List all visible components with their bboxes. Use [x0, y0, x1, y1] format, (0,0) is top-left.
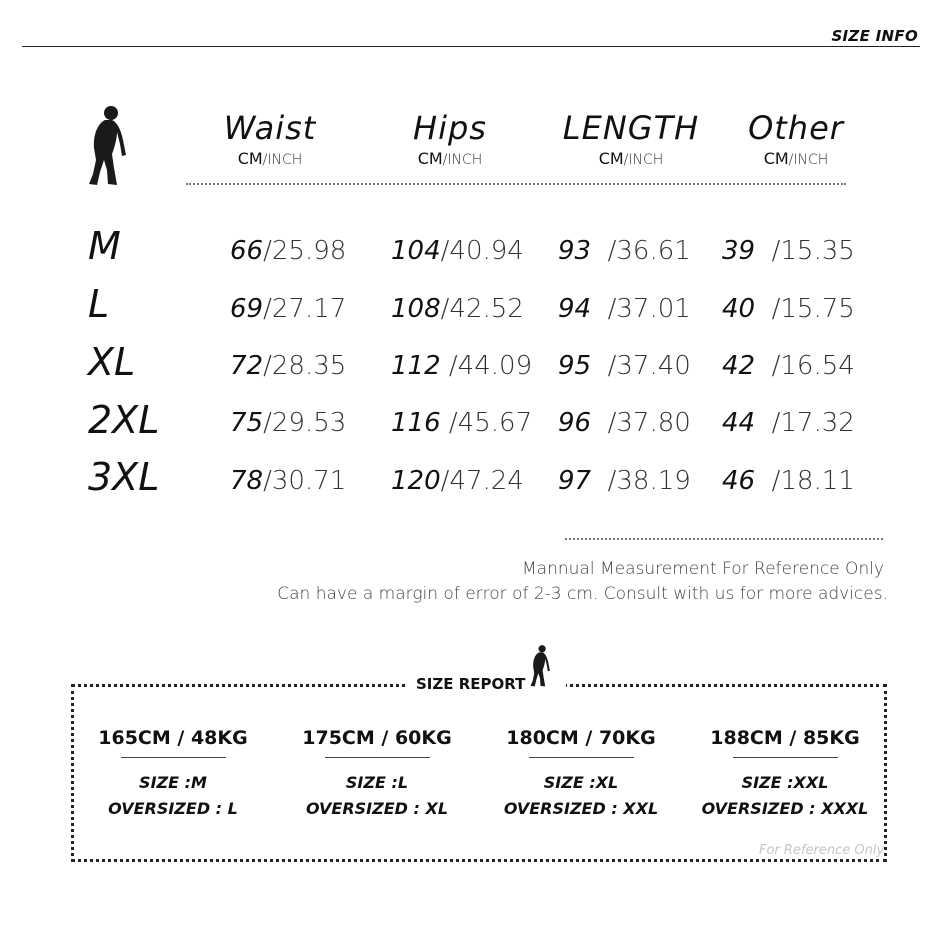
- height-weight: 165CM / 48KG: [98, 727, 248, 749]
- person-silhouette-icon: [528, 642, 552, 694]
- value-inch: 15.75: [780, 294, 855, 324]
- measurement-note: Mannual Measurement For Reference Only: [522, 559, 884, 579]
- value-inch: 47.24: [449, 466, 524, 496]
- value-cm: 93: [558, 236, 592, 266]
- value-cm: 95: [558, 351, 592, 381]
- unit-cm: CM: [237, 149, 263, 168]
- unit-separator: /: [262, 152, 268, 168]
- recommended-size: SIZE :M: [139, 773, 207, 792]
- value-cm: 96: [558, 408, 592, 438]
- value-inch: 37.01: [616, 294, 691, 324]
- oversized-size: OVERSIZED : XXL: [503, 799, 659, 818]
- value-cm: 46: [722, 466, 756, 496]
- height-weight: 175CM / 60KG: [302, 727, 452, 749]
- column-title: Waist: [223, 109, 317, 147]
- table-cell-hips: 112 /44.09: [391, 351, 533, 381]
- value-cm: 44: [722, 408, 756, 438]
- value-inch: 38.19: [616, 466, 691, 496]
- value-cm: 104: [391, 236, 441, 266]
- value-inch: 28.35: [271, 351, 347, 381]
- header-divider: [22, 46, 920, 47]
- column-unit: [553, 150, 709, 169]
- table-cell-other: 44 /17.32: [722, 408, 855, 438]
- page-title: SIZE INFO: [831, 27, 918, 45]
- table-cell-hips: 108/42.52: [391, 294, 524, 324]
- report-title: SIZE REPORT: [416, 675, 526, 693]
- unit-cm: CM: [417, 149, 443, 168]
- header-dotted-divider: [186, 183, 846, 185]
- value-inch: 42.52: [449, 294, 524, 324]
- unit-inch: INCH: [267, 152, 303, 168]
- unit-inch: INCH: [793, 152, 829, 168]
- report-entry: [93, 727, 253, 819]
- value-inch: 37.80: [616, 408, 691, 438]
- table-cell-other: 42 /16.54: [722, 351, 855, 381]
- unit-separator: /: [442, 152, 448, 168]
- size-label-l: L: [88, 282, 110, 326]
- value-inch: 45.67: [457, 408, 533, 438]
- oversized-size: OVERSIZED : XL: [305, 799, 449, 818]
- entry-divider: [529, 757, 634, 758]
- table-cell-length: 93 /36.61: [558, 236, 691, 266]
- column-header-hips: [377, 110, 523, 169]
- size-label-3xl: 3XL: [88, 455, 160, 499]
- value-cm: 94: [558, 294, 592, 324]
- value-inch: 30.71: [271, 466, 347, 496]
- report-entry: [690, 727, 880, 819]
- table-cell-waist: 78/30.71: [230, 466, 347, 496]
- value-inch: 18.11: [780, 466, 855, 496]
- report-entry: [491, 727, 671, 819]
- value-inch: 25.98: [271, 236, 347, 266]
- unit-separator: /: [788, 152, 794, 168]
- value-cm: 78: [230, 466, 264, 496]
- value-cm: 108: [391, 294, 441, 324]
- unit-inch: INCH: [447, 152, 483, 168]
- table-cell-waist: 66/25.98: [230, 236, 347, 266]
- table-cell-other: 39 /15.35: [722, 236, 855, 266]
- table-cell-waist: 69/27.17: [230, 294, 347, 324]
- value-cm: 112: [391, 351, 441, 381]
- value-inch: 27.17: [271, 294, 347, 324]
- unit-separator: /: [623, 152, 629, 168]
- column-unit: [730, 150, 862, 169]
- unit-cm: CM: [763, 149, 789, 168]
- size-label-xl: XL: [88, 340, 136, 384]
- recommended-size: SIZE :XXL: [741, 773, 829, 792]
- entry-divider: [733, 757, 838, 758]
- size-label-m: M: [88, 224, 121, 268]
- value-inch: 36.61: [616, 236, 691, 266]
- value-inch: 29.53: [271, 408, 347, 438]
- value-inch: 44.09: [457, 351, 533, 381]
- table-cell-other: 40 /15.75: [722, 294, 855, 324]
- value-inch: 40.94: [449, 236, 524, 266]
- value-cm: 40: [722, 294, 756, 324]
- height-weight: 180CM / 70KG: [506, 727, 656, 749]
- column-header-length: [553, 110, 709, 169]
- value-inch: 15.35: [780, 236, 855, 266]
- value-cm: 69: [230, 294, 264, 324]
- value-cm: 66: [230, 236, 264, 266]
- entry-divider: [325, 757, 430, 758]
- column-header-other: [730, 110, 862, 169]
- oversized-size: OVERSIZED : XXXL: [701, 799, 869, 818]
- value-inch: 16.54: [780, 351, 855, 381]
- recommended-size: SIZE :L: [345, 773, 409, 792]
- value-cm: 116: [391, 408, 441, 438]
- report-entry: [292, 727, 462, 819]
- height-weight: 188CM / 85KG: [710, 727, 860, 749]
- column-title: Other: [748, 109, 844, 147]
- note-dotted-divider: [565, 538, 883, 540]
- column-title: LENGTH: [562, 109, 700, 147]
- column-header-waist: [200, 110, 340, 169]
- size-label-2xl: 2XL: [88, 398, 160, 442]
- value-cm: 42: [722, 351, 756, 381]
- margin-note: Can have a margin of error of 2-3 cm. Consult with us for more advices.: [277, 584, 888, 604]
- table-cell-hips: 120/47.24: [391, 466, 524, 496]
- value-cm: 75: [230, 408, 264, 438]
- table-cell-length: 94 /37.01: [558, 294, 691, 324]
- column-unit: [200, 150, 340, 169]
- value-inch: 17.32: [780, 408, 855, 438]
- person-silhouette-icon: [84, 104, 130, 188]
- column-unit: [377, 150, 523, 169]
- entry-divider: [121, 757, 226, 758]
- value-cm: 120: [391, 466, 441, 496]
- unit-cm: CM: [598, 149, 624, 168]
- oversized-size: OVERSIZED : L: [108, 799, 238, 818]
- table-cell-length: 95 /37.40: [558, 351, 691, 381]
- column-title: Hips: [413, 109, 487, 147]
- value-cm: 39: [722, 236, 756, 266]
- value-cm: 72: [230, 351, 264, 381]
- table-cell-waist: 72/28.35: [230, 351, 347, 381]
- table-cell-hips: 116 /45.67: [391, 408, 533, 438]
- table-cell-length: 96 /37.80: [558, 408, 691, 438]
- table-cell-waist: 75/29.53: [230, 408, 347, 438]
- table-cell-length: 97 /38.19: [558, 466, 691, 496]
- value-inch: 37.40: [616, 351, 691, 381]
- table-cell-hips: 104/40.94: [391, 236, 524, 266]
- unit-inch: INCH: [628, 152, 664, 168]
- table-cell-other: 46 /18.11: [722, 466, 855, 496]
- reference-footnote: For Reference Only: [759, 843, 885, 858]
- recommended-size: SIZE :XL: [543, 773, 619, 792]
- value-cm: 97: [558, 466, 592, 496]
